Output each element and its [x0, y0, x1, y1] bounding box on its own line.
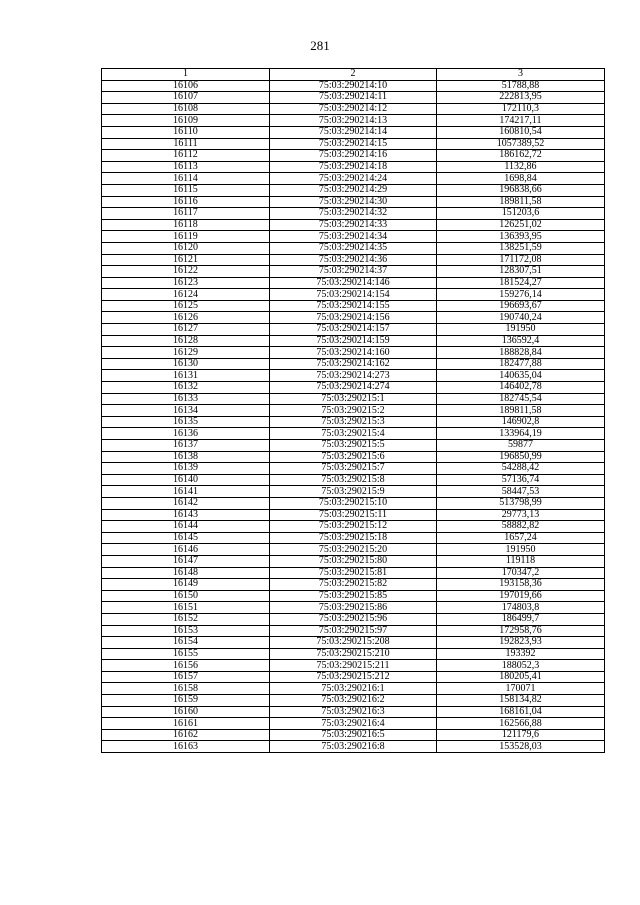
cadastral-number-cell: 75:03:290216:8	[270, 741, 437, 753]
row-number-cell: 16149	[102, 579, 270, 591]
cadastral-number-cell: 75:03:290215:12	[270, 521, 437, 533]
row-number-cell: 16133	[102, 393, 270, 405]
row-number-cell: 16113	[102, 161, 270, 173]
cadastral-number-cell: 75:03:290214:156	[270, 312, 437, 324]
row-number-cell: 16144	[102, 521, 270, 533]
cadastral-number-cell: 75:03:290216:2	[270, 695, 437, 707]
value-cell: 186162,72	[437, 150, 605, 162]
row-number-cell: 16112	[102, 150, 270, 162]
cadastral-number-cell: 75:03:290214:274	[270, 382, 437, 394]
table-row	[102, 184, 605, 196]
cadastral-number-cell: 75:03:290215:7	[270, 463, 437, 475]
row-number-cell: 16152	[102, 613, 270, 625]
row-number-cell: 16134	[102, 405, 270, 417]
table-row	[102, 683, 605, 695]
row-number-cell: 16154	[102, 637, 270, 649]
value-cell: 171172,08	[437, 254, 605, 266]
value-cell: 188828,84	[437, 347, 605, 359]
value-cell: 126251,02	[437, 219, 605, 231]
table-row	[102, 671, 605, 683]
cadastral-number-cell: 75:03:290214:30	[270, 196, 437, 208]
table-row	[102, 289, 605, 301]
table-row	[102, 115, 605, 127]
cadastral-number-cell: 75:03:290214:36	[270, 254, 437, 266]
row-number-cell: 16155	[102, 648, 270, 660]
cadastral-number-cell: 75:03:290214:12	[270, 103, 437, 115]
row-number-cell: 16110	[102, 126, 270, 138]
cadastral-number-cell: 75:03:290214:16	[270, 150, 437, 162]
cadastral-number-cell: 75:03:290214:35	[270, 242, 437, 254]
table-row	[102, 173, 605, 185]
cadastral-number-cell: 75:03:290215:3	[270, 416, 437, 428]
cadastral-number-cell: 75:03:290214:157	[270, 324, 437, 336]
table-row	[102, 474, 605, 486]
table-row	[102, 613, 605, 625]
table-body	[102, 80, 605, 752]
row-number-cell: 16120	[102, 242, 270, 254]
cadastral-number-cell: 75:03:290216:1	[270, 683, 437, 695]
value-cell: 193392	[437, 648, 605, 660]
table-row	[102, 150, 605, 162]
cadastral-number-cell: 75:03:290215:20	[270, 544, 437, 556]
row-number-cell: 16132	[102, 382, 270, 394]
cadastral-number-cell: 75:03:290214:29	[270, 184, 437, 196]
row-number-cell: 16130	[102, 358, 270, 370]
cadastral-number-cell: 75:03:290215:86	[270, 602, 437, 614]
value-cell: 180205,41	[437, 671, 605, 683]
value-cell: 162566,88	[437, 718, 605, 730]
cadastral-number-cell: 75:03:290215:4	[270, 428, 437, 440]
table-row	[102, 590, 605, 602]
table-row	[102, 555, 605, 567]
table-row	[102, 277, 605, 289]
column-header-3: 3	[437, 69, 605, 81]
value-cell: 186499,7	[437, 613, 605, 625]
row-number-cell: 16118	[102, 219, 270, 231]
row-number-cell: 16114	[102, 173, 270, 185]
row-number-cell: 16109	[102, 115, 270, 127]
value-cell: 192823,93	[437, 637, 605, 649]
value-cell: 189811,58	[437, 196, 605, 208]
row-number-cell: 16125	[102, 300, 270, 312]
table-row	[102, 231, 605, 243]
table-row	[102, 242, 605, 254]
value-cell: 191950	[437, 324, 605, 336]
table-row	[102, 706, 605, 718]
row-number-cell: 16117	[102, 208, 270, 220]
value-cell: 1698,84	[437, 173, 605, 185]
column-header-1: 1	[102, 69, 270, 81]
table-row	[102, 254, 605, 266]
table-row	[102, 567, 605, 579]
cadastral-number-cell: 75:03:290214:10	[270, 80, 437, 92]
value-cell: 158134,82	[437, 695, 605, 707]
table-row	[102, 729, 605, 741]
cadastral-number-cell: 75:03:290214:34	[270, 231, 437, 243]
value-cell: 190740,24	[437, 312, 605, 324]
cadastral-number-cell: 75:03:290214:155	[270, 300, 437, 312]
row-number-cell: 16145	[102, 532, 270, 544]
cadastral-number-cell: 75:03:290214:18	[270, 161, 437, 173]
table-row	[102, 463, 605, 475]
value-cell: 189811,58	[437, 405, 605, 417]
table-row	[102, 347, 605, 359]
table-row	[102, 300, 605, 312]
row-number-cell: 16123	[102, 277, 270, 289]
page-number: 281	[310, 38, 330, 53]
table-row	[102, 103, 605, 115]
table-row	[102, 579, 605, 591]
value-cell: 191950	[437, 544, 605, 556]
cadastral-number-cell: 75:03:290214:154	[270, 289, 437, 301]
cadastral-number-cell: 75:03:290215:211	[270, 660, 437, 672]
table-row	[102, 358, 605, 370]
row-number-cell: 16136	[102, 428, 270, 440]
table-row	[102, 509, 605, 521]
cadastral-number-cell: 75:03:290215:81	[270, 567, 437, 579]
row-number-cell: 16156	[102, 660, 270, 672]
table-row	[102, 92, 605, 104]
value-cell: 153528,03	[437, 741, 605, 753]
table-row	[102, 312, 605, 324]
value-cell: 197019,66	[437, 590, 605, 602]
value-cell: 196838,66	[437, 184, 605, 196]
table-row	[102, 428, 605, 440]
value-cell: 58882,82	[437, 521, 605, 533]
row-number-cell: 16129	[102, 347, 270, 359]
table-row	[102, 196, 605, 208]
cadastral-number-cell: 75:03:290215:80	[270, 555, 437, 567]
value-cell: 182477,88	[437, 358, 605, 370]
row-number-cell: 16122	[102, 266, 270, 278]
value-cell: 196693,67	[437, 300, 605, 312]
value-cell: 57136,74	[437, 474, 605, 486]
row-number-cell: 16146	[102, 544, 270, 556]
cadastral-number-cell: 75:03:290215:10	[270, 497, 437, 509]
table-row	[102, 648, 605, 660]
value-cell: 170347,2	[437, 567, 605, 579]
value-cell: 160810,54	[437, 126, 605, 138]
row-number-cell: 16124	[102, 289, 270, 301]
value-cell: 140635,04	[437, 370, 605, 382]
cadastral-number-cell: 75:03:290215:2	[270, 405, 437, 417]
value-cell: 58447,53	[437, 486, 605, 498]
row-number-cell: 16143	[102, 509, 270, 521]
table-row	[102, 324, 605, 336]
value-cell: 513798,99	[437, 497, 605, 509]
table-row	[102, 718, 605, 730]
cadastral-number-cell: 75:03:290214:159	[270, 335, 437, 347]
table-row	[102, 161, 605, 173]
row-number-cell: 16119	[102, 231, 270, 243]
value-cell: 174803,8	[437, 602, 605, 614]
cadastral-number-cell: 75:03:290215:97	[270, 625, 437, 637]
table-row	[102, 602, 605, 614]
value-cell: 136592,4	[437, 335, 605, 347]
value-cell: 121179,6	[437, 729, 605, 741]
table-row	[102, 126, 605, 138]
value-cell: 1657,24	[437, 532, 605, 544]
row-number-cell: 16135	[102, 416, 270, 428]
value-cell: 128307,51	[437, 266, 605, 278]
value-cell: 138251,59	[437, 242, 605, 254]
row-number-cell: 16158	[102, 683, 270, 695]
row-number-cell: 16138	[102, 451, 270, 463]
value-cell: 133964,19	[437, 428, 605, 440]
table-row	[102, 625, 605, 637]
row-number-cell: 16139	[102, 463, 270, 475]
row-number-cell: 16147	[102, 555, 270, 567]
table-row	[102, 208, 605, 220]
row-number-cell: 16137	[102, 440, 270, 452]
cadastral-number-cell: 75:03:290214:273	[270, 370, 437, 382]
table-row	[102, 440, 605, 452]
row-number-cell: 16150	[102, 590, 270, 602]
row-number-cell: 16121	[102, 254, 270, 266]
row-number-cell: 16107	[102, 92, 270, 104]
cadastral-number-cell: 75:03:290214:13	[270, 115, 437, 127]
cadastral-number-cell: 75:03:290215:210	[270, 648, 437, 660]
table-row	[102, 382, 605, 394]
row-number-cell: 16115	[102, 184, 270, 196]
value-cell: 193158,36	[437, 579, 605, 591]
cadastral-number-cell: 75:03:290215:82	[270, 579, 437, 591]
table-row	[102, 393, 605, 405]
cadastral-number-cell: 75:03:290214:160	[270, 347, 437, 359]
row-number-cell: 16160	[102, 706, 270, 718]
cadastral-number-cell: 75:03:290215:18	[270, 532, 437, 544]
value-cell: 172110,3	[437, 103, 605, 115]
cadastral-number-cell: 75:03:290216:4	[270, 718, 437, 730]
cadastral-number-cell: 75:03:290214:24	[270, 173, 437, 185]
value-cell: 151203,6	[437, 208, 605, 220]
row-number-cell: 16159	[102, 695, 270, 707]
cadastral-number-cell: 75:03:290214:11	[270, 92, 437, 104]
row-number-cell: 16126	[102, 312, 270, 324]
table-row	[102, 497, 605, 509]
row-number-cell: 16151	[102, 602, 270, 614]
cadastral-number-cell: 75:03:290215:208	[270, 637, 437, 649]
row-number-cell: 16116	[102, 196, 270, 208]
row-number-cell: 16157	[102, 671, 270, 683]
value-cell: 172958,76	[437, 625, 605, 637]
value-cell: 168161,04	[437, 706, 605, 718]
column-header-2: 2	[270, 69, 437, 81]
table-row	[102, 219, 605, 231]
cadastral-number-cell: 75:03:290216:3	[270, 706, 437, 718]
cadastral-number-cell: 75:03:290215:5	[270, 440, 437, 452]
row-number-cell: 16163	[102, 741, 270, 753]
row-number-cell: 16148	[102, 567, 270, 579]
row-number-cell: 16162	[102, 729, 270, 741]
table-row	[102, 532, 605, 544]
cadastral-number-cell: 75:03:290214:14	[270, 126, 437, 138]
value-cell: 188052,3	[437, 660, 605, 672]
cadastral-number-cell: 75:03:290215:1	[270, 393, 437, 405]
value-cell: 54288,42	[437, 463, 605, 475]
row-number-cell: 16127	[102, 324, 270, 336]
table-row	[102, 695, 605, 707]
table-row	[102, 405, 605, 417]
value-cell: 196850,99	[437, 451, 605, 463]
table-row	[102, 138, 605, 150]
value-cell: 159276,14	[437, 289, 605, 301]
row-number-cell: 16142	[102, 497, 270, 509]
row-number-cell: 16111	[102, 138, 270, 150]
cadastral-number-cell: 75:03:290215:96	[270, 613, 437, 625]
cadastral-number-cell: 75:03:290214:162	[270, 358, 437, 370]
cadastral-number-cell: 75:03:290214:37	[270, 266, 437, 278]
cadastral-number-cell: 75:03:290214:15	[270, 138, 437, 150]
row-number-cell: 16153	[102, 625, 270, 637]
table-row	[102, 637, 605, 649]
value-cell: 1132,86	[437, 161, 605, 173]
row-number-cell: 16131	[102, 370, 270, 382]
value-cell: 182745,54	[437, 393, 605, 405]
value-cell: 146402,78	[437, 382, 605, 394]
value-cell: 170071	[437, 683, 605, 695]
cadastral-number-cell: 75:03:290214:146	[270, 277, 437, 289]
table-row	[102, 486, 605, 498]
cadastral-number-cell: 75:03:290215:9	[270, 486, 437, 498]
table-row	[102, 660, 605, 672]
value-cell: 59877	[437, 440, 605, 452]
value-cell: 181524,27	[437, 277, 605, 289]
cadastral-number-cell: 75:03:290216:5	[270, 729, 437, 741]
value-cell: 222813,95	[437, 92, 605, 104]
value-cell: 119118	[437, 555, 605, 567]
table-row	[102, 335, 605, 347]
table-row	[102, 80, 605, 92]
table-row	[102, 521, 605, 533]
table-row	[102, 266, 605, 278]
row-number-cell: 16108	[102, 103, 270, 115]
cadastral-number-cell: 75:03:290214:33	[270, 219, 437, 231]
table-row	[102, 416, 605, 428]
row-number-cell: 16161	[102, 718, 270, 730]
value-cell: 1057389,52	[437, 138, 605, 150]
value-cell: 146902,8	[437, 416, 605, 428]
row-number-cell: 16141	[102, 486, 270, 498]
cadastral-number-cell: 75:03:290215:212	[270, 671, 437, 683]
data-table	[101, 68, 605, 753]
cadastral-number-cell: 75:03:290214:32	[270, 208, 437, 220]
row-number-cell: 16140	[102, 474, 270, 486]
cadastral-number-cell: 75:03:290215:8	[270, 474, 437, 486]
value-cell: 29773,13	[437, 509, 605, 521]
value-cell: 136393,95	[437, 231, 605, 243]
cadastral-number-cell: 75:03:290215:6	[270, 451, 437, 463]
cadastral-number-cell: 75:03:290215:85	[270, 590, 437, 602]
value-cell: 174217,11	[437, 115, 605, 127]
table-row	[102, 451, 605, 463]
row-number-cell: 16128	[102, 335, 270, 347]
value-cell: 51788,88	[437, 80, 605, 92]
table-row	[102, 741, 605, 753]
table-row	[102, 370, 605, 382]
table-row	[102, 544, 605, 556]
cadastral-number-cell: 75:03:290215:11	[270, 509, 437, 521]
row-number-cell: 16106	[102, 80, 270, 92]
table-header-row	[102, 69, 605, 81]
